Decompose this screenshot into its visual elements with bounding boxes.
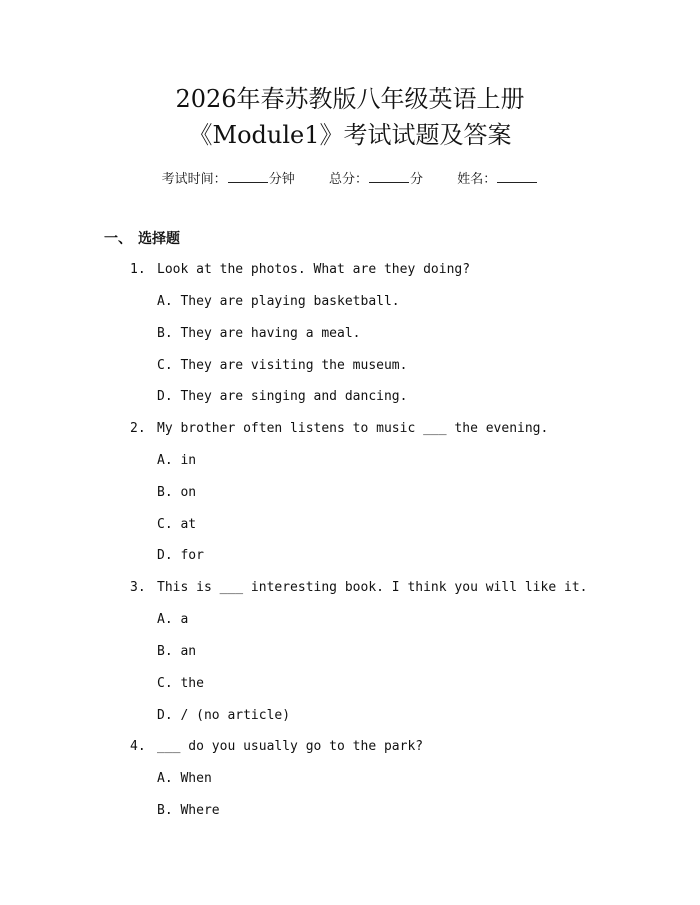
question-4-option-a: A. When: [157, 771, 212, 786]
section-title: 选择题: [138, 231, 180, 247]
name-label: 姓名：: [457, 172, 497, 187]
score-blank: [369, 168, 409, 183]
question-3-option-c: C. the: [157, 676, 204, 691]
exam-title-line2: 《Module1》考试试题及答案: [188, 121, 512, 149]
question-number: 4.: [130, 739, 146, 754]
question-text: Look at the photos. What are they doing?: [157, 262, 471, 277]
question-2-option-a: A. in: [157, 453, 197, 468]
score-unit: 分: [410, 172, 424, 187]
time-label: 考试时间：: [161, 172, 227, 187]
question-text: ___ do you usually go to the park?: [157, 739, 424, 754]
question-number: 2.: [130, 421, 146, 436]
question-3-option-a: A. a: [157, 612, 189, 627]
question-4-option-b: B. Where: [157, 803, 220, 818]
exam-title-line1: 2026年春苏教版八年级英语上册: [175, 85, 525, 113]
question-number: 3.: [130, 580, 146, 595]
question-2: [130, 420, 548, 438]
question-text: This is ___ interesting book. I think you will like it.: [157, 580, 588, 595]
question-2-option-c: C. at: [157, 517, 197, 532]
question-2-option-b: B. on: [157, 485, 197, 500]
question-3: [130, 579, 587, 597]
score-label: 总分：: [328, 172, 368, 187]
section-header: [104, 229, 180, 249]
question-3-option-d: D. / (no article): [157, 708, 291, 723]
question-3-option-b: B. an: [157, 644, 197, 659]
question-4: [130, 738, 423, 756]
question-1-option-a: A. They are playing basketball.: [157, 294, 400, 309]
section-number: 一、: [104, 231, 132, 247]
time-blank: [228, 168, 268, 183]
question-number: 1.: [130, 262, 146, 277]
question-1-option-d: D. They are singing and dancing.: [157, 389, 408, 404]
question-text: My brother often listens to music ___ the evening.: [157, 421, 549, 436]
question-1-option-c: C. They are visiting the museum.: [157, 358, 408, 373]
question-1: [130, 261, 470, 279]
exam-info-line: [0, 168, 700, 190]
name-blank: [497, 168, 537, 183]
question-1-option-b: B. They are having a meal.: [157, 326, 361, 341]
time-unit: 分钟: [268, 172, 295, 187]
question-2-option-d: D. for: [157, 548, 204, 563]
